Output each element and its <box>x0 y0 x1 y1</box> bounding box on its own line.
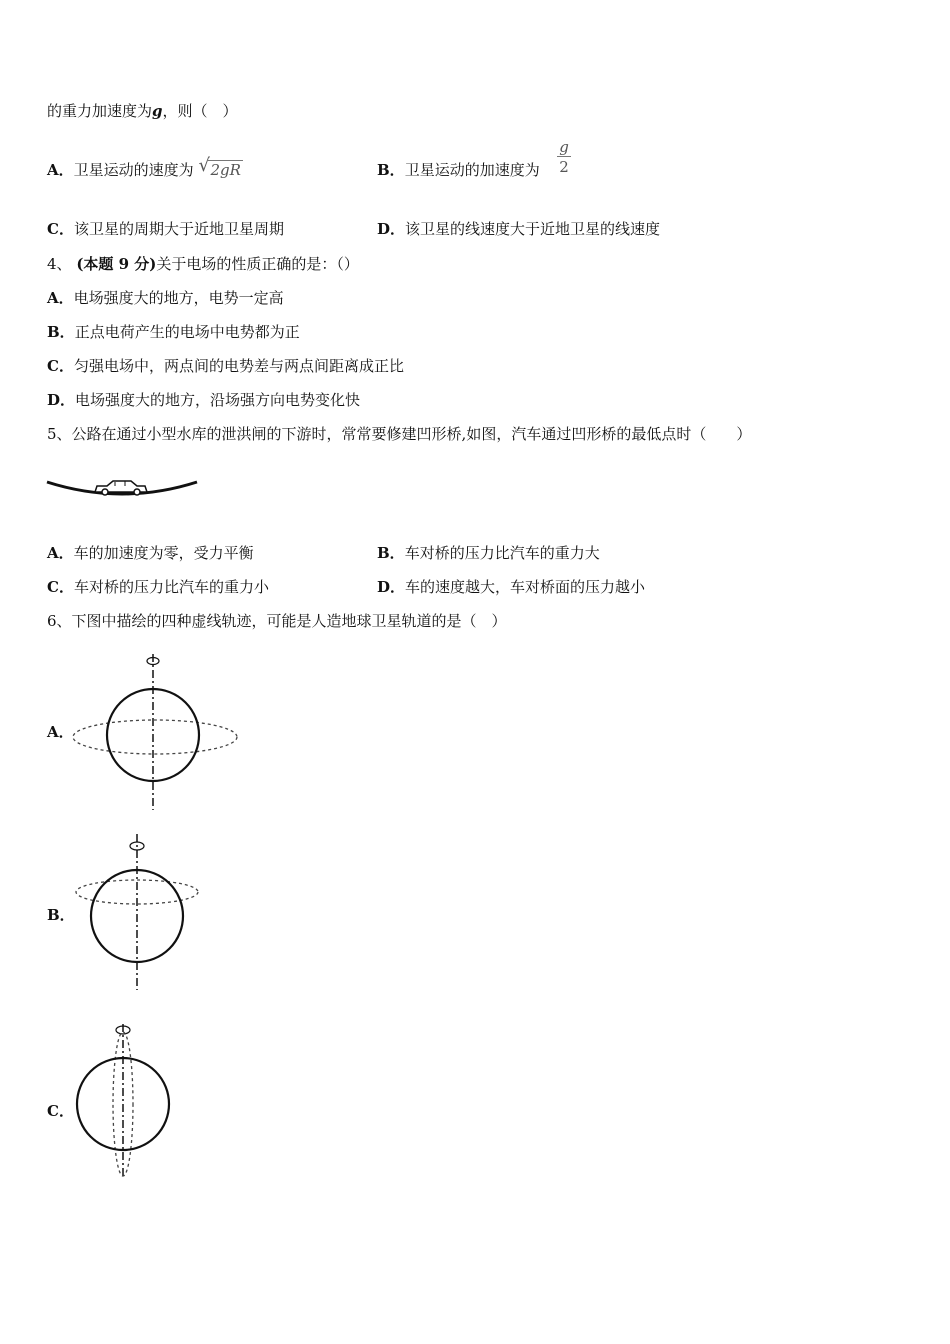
q4-option-a[interactable]: A．电场强度大的地方，电势一定高 <box>47 289 284 307</box>
q3-option-a[interactable]: A．卫星运动的速度为 √ 2gR <box>47 155 241 179</box>
q6-option-b-figure[interactable] <box>70 830 205 994</box>
q4-stem: 4、 (本题 9 分)关于电场的性质正确的是：（） <box>47 255 359 273</box>
q6-option-a-label[interactable]: A． <box>47 723 74 741</box>
q3-option-d[interactable]: D．该卫星的线速度大于近地卫星的线速度 <box>377 220 661 238</box>
q4-option-b[interactable]: B．正点电荷产生的电场中电势都为正 <box>47 323 300 341</box>
q4-option-c[interactable]: C．匀强电场中，两点间的电势差与两点间距离成正比 <box>47 357 404 375</box>
fraction-g-over-2: g 2 <box>557 138 571 177</box>
concave-bridge-figure <box>45 470 200 502</box>
q6-option-c-figure[interactable] <box>70 1020 180 1182</box>
q5-option-b[interactable]: B．车对桥的压力比汽车的重力大 <box>377 544 600 562</box>
q6-option-a-figure[interactable] <box>70 650 242 812</box>
q6-option-c-label[interactable]: C． <box>47 1102 74 1120</box>
q5-option-a[interactable]: A．车的加速度为零，受力平衡 <box>47 544 254 562</box>
q4-option-d[interactable]: D．电场强度大的地方，沿场强方向电势变化快 <box>47 391 361 409</box>
q5-option-c[interactable]: C．车对桥的压力比汽车的重力小 <box>47 578 269 596</box>
q5-stem: 5、公路在通过小型水库的泄洪闸的下游时，常常要修建凹形桥,如图，汽车通过凹形桥的最低点时（ ） <box>47 425 752 443</box>
orbit-path <box>73 720 237 754</box>
q3-option-b[interactable]: B．卫星运动的加速度为 <box>377 161 540 179</box>
q6-option-b-label[interactable]: B． <box>47 906 75 924</box>
q3-option-c[interactable]: C．该卫星的周期大于近地卫星周期 <box>47 220 284 238</box>
question-3-stem-tail: 的重力加速度为g，则（ ） <box>47 102 238 120</box>
q6-stem: 6、下图中描绘的四种虚线轨迹，可能是人造地球卫星轨道的是（ ） <box>47 612 507 630</box>
sqrt-2gR: √ 2gR <box>198 155 241 179</box>
q5-option-d[interactable]: D．车的速度越大，车对桥面的压力越小 <box>377 578 646 596</box>
